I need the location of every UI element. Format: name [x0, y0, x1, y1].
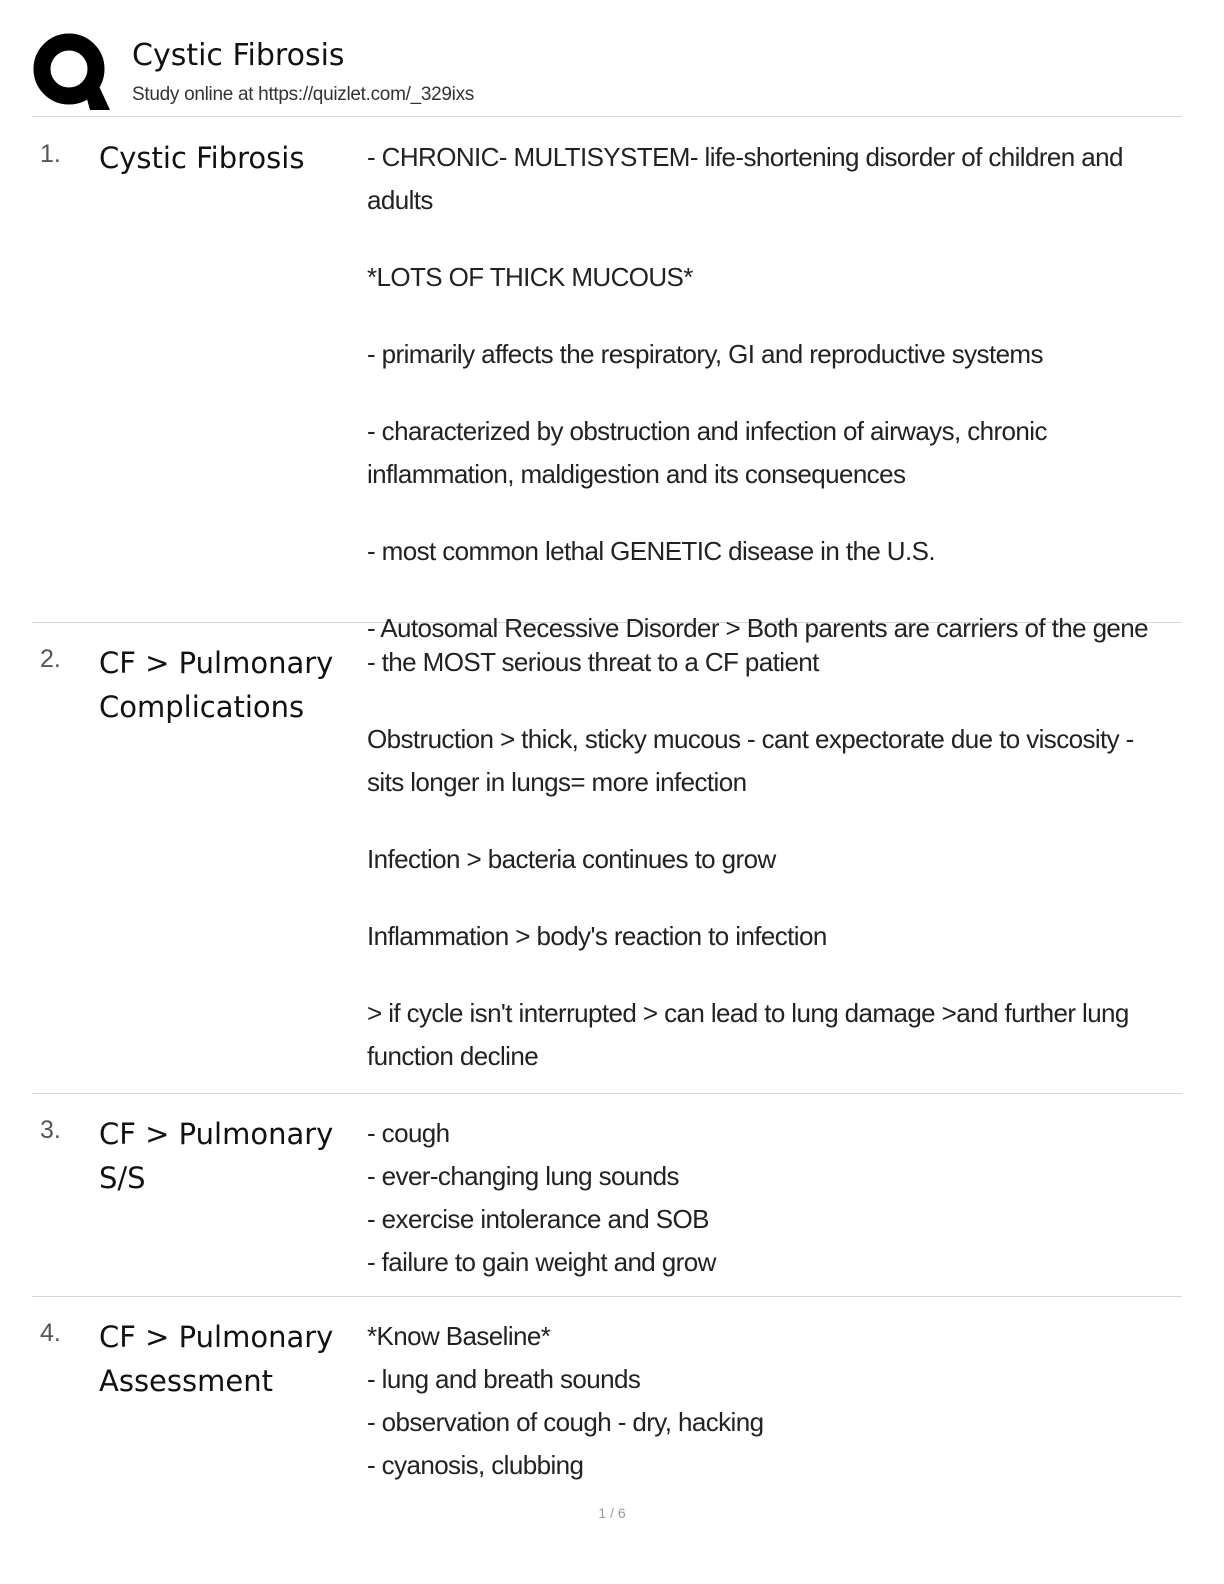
definition-line: > if cycle isn't interrupted > can lead to lung damage >and further lung function decline — [367, 998, 1129, 1071]
card-term: Cystic Fibrosis — [99, 141, 305, 175]
definition-line: - exercise intolerance and SOB — [367, 1204, 709, 1234]
card-2 — [32, 623, 1182, 1094]
card-definition — [367, 136, 1167, 650]
card-number: 2. — [40, 645, 61, 673]
card-4 — [32, 1297, 1182, 1487]
card-3 — [32, 1094, 1182, 1297]
definition-line: - CHRONIC- MULTISYSTEM- life-shortening disorder of children and adults — [367, 142, 1123, 215]
definition-line: - observation of cough - dry, hacking — [367, 1407, 764, 1437]
page-header — [32, 30, 1182, 117]
definition-line: - cyanosis, clubbing — [367, 1450, 584, 1480]
definition-line: Obstruction > thick, sticky mucous - cant expectorate due to viscosity - sits longer in lungs= more infection — [367, 724, 1134, 797]
card-definition — [367, 641, 1167, 1078]
card-1 — [32, 118, 1182, 643]
card-number: 1. — [40, 140, 61, 168]
card-number: 3. — [40, 1116, 61, 1144]
definition-line: - Autosomal Recessive Disorder > Both parents are carriers of the gene — [367, 613, 1149, 643]
card-definition — [367, 1112, 1167, 1284]
definition-line: - lung and breath sounds — [367, 1364, 641, 1394]
card-number: 4. — [40, 1319, 61, 1347]
definition-line: - failure to gain weight and grow — [367, 1247, 716, 1277]
definition-line: *Know Baseline* — [367, 1321, 551, 1351]
definition-line: - the MOST serious threat to a CF patient — [367, 647, 819, 677]
definition-line: - characterized by obstruction and infection of airways, chronic inflammation, maldigestion and its consequences — [367, 416, 1047, 489]
definition-line: - cough — [367, 1118, 450, 1148]
card-definition — [367, 1315, 1167, 1487]
definition-line: - most common lethal GENETIC disease in the U.S. — [367, 536, 935, 566]
document-title: Cystic Fibrosis — [132, 38, 345, 73]
definition-line: Infection > bacteria continues to grow — [367, 844, 776, 874]
definition-line: *LOTS OF THICK MUCOUS* — [367, 262, 693, 292]
definition-line: Inflammation > body's reaction to infection — [367, 921, 827, 951]
page-number: 1 / 6 — [598, 1505, 626, 1521]
card-term: CF > Pulmonary S/S — [99, 1117, 334, 1195]
definition-line: - primarily affects the respiratory, GI and reproductive systems — [367, 339, 1043, 369]
study-online-link[interactable]: Study online at https://quizlet.com/_329ixs — [132, 84, 474, 105]
definition-line: - ever-changing lung sounds — [367, 1161, 679, 1191]
card-term: CF > Pulmonary Complications — [99, 646, 334, 724]
quizlet-q-logo — [32, 32, 112, 112]
card-term: CF > Pulmonary Assessment — [99, 1320, 334, 1398]
